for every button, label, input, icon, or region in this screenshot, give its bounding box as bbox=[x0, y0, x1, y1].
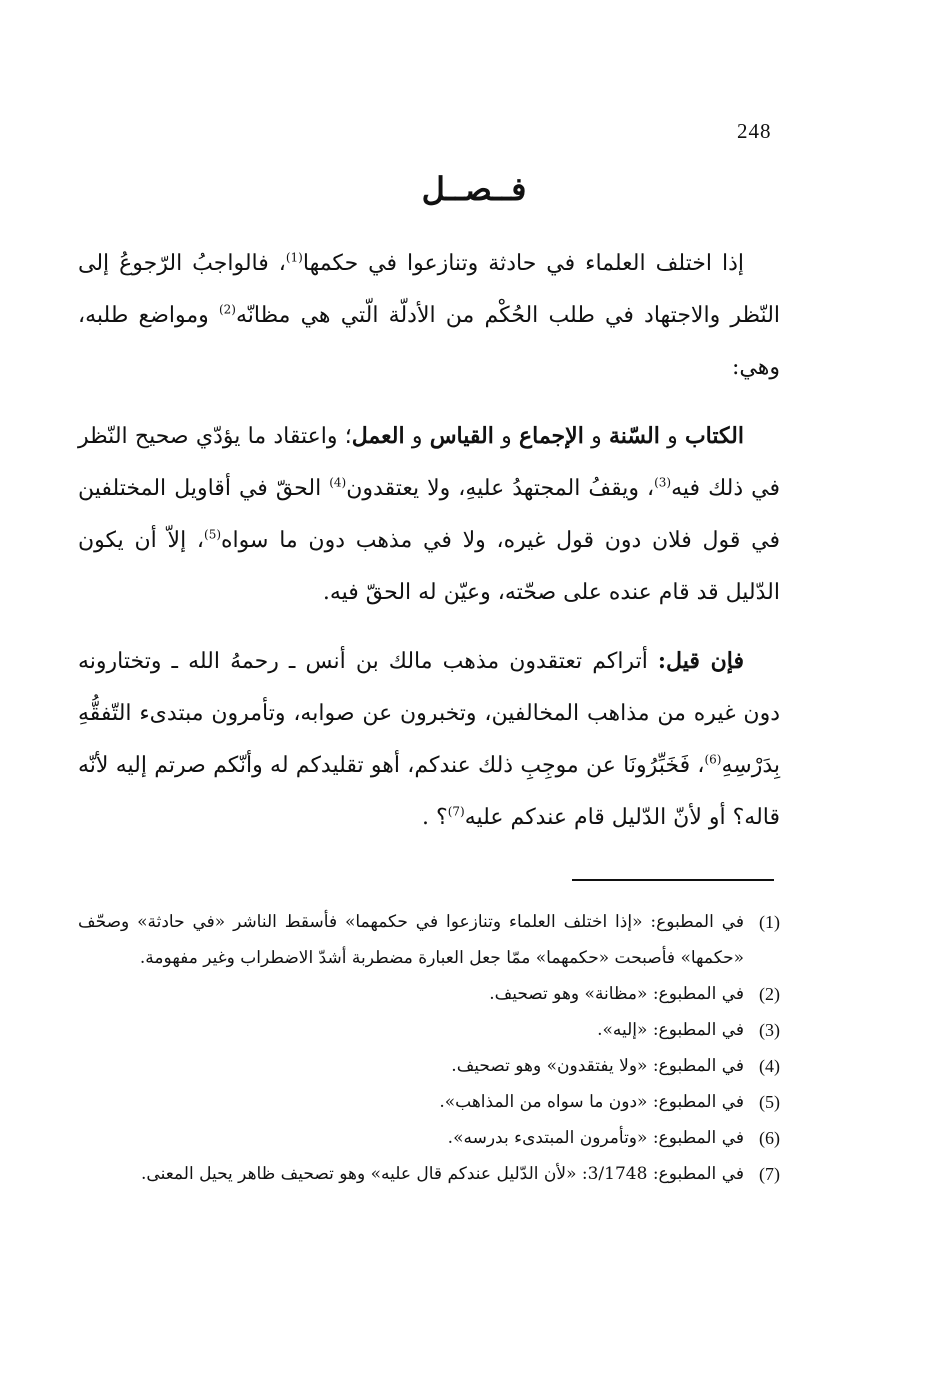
paragraph-3-text-c: ؟ . bbox=[422, 805, 448, 830]
footnotes bbox=[78, 904, 780, 1192]
conj-4: و bbox=[404, 424, 430, 449]
footnote-text: في المطبوع: «وتأمرون المبتدىء بدرسه». bbox=[447, 1128, 744, 1148]
paragraph-2-text-d: ، إلاّ أن يكون الدّليل قد قام عنده على صحّته، وعيّن له الحقّ فيه. bbox=[78, 528, 780, 605]
paragraph-2 bbox=[78, 410, 780, 619]
footnote-ref-1: (1) bbox=[285, 250, 303, 265]
footnote-7 bbox=[78, 1156, 780, 1192]
page-number: 248 bbox=[737, 119, 772, 143]
footnote-1 bbox=[78, 904, 780, 976]
footnote-number: (6) bbox=[759, 1128, 780, 1148]
footnote-ref-4: (4) bbox=[329, 475, 347, 490]
footnote-3 bbox=[78, 1012, 780, 1048]
paragraph-3-text-b: ، فَخَبِّرُونَا عن موجِبِ ذلك عندكم، أهو تقليدكم له وأنّكم صرتم إليه لأنّه قاله؟ أو لأنّ الدّليل قام عندكم عليه bbox=[78, 753, 780, 830]
footnote-number: (7) bbox=[759, 1164, 780, 1184]
footnote-number: (1) bbox=[759, 912, 780, 932]
footnote-text: في المطبوع: «إليه». bbox=[597, 1020, 744, 1040]
paragraph-2-text-c: الحقّ في أقاويل المختلفين في قول فلان دون قول غيره، ولا في مذهب دون ما سواه bbox=[78, 476, 780, 553]
footnote-number: (3) bbox=[759, 1020, 780, 1040]
footnote-ref-7: (7) bbox=[447, 804, 465, 819]
footnote-ref-3: (3) bbox=[654, 475, 672, 490]
footnote-ref-6: (6) bbox=[704, 752, 722, 767]
paragraph-2-text-b: ، ويقفُ المجتهدُ عليهِ، ولا يعتقدون bbox=[346, 476, 655, 501]
paragraph-3-text-a: أتراكم تعتقدون مذهب مالك بن أنس ـ رحمهُ الله ـ وتختارونه دون غيره من مذاهب المخالفين، وتخبرون عن صوابه، وتأمرون مبتدىء التّفقُّهِ بِدَرْسِهِ bbox=[78, 649, 780, 778]
paragraph-1-text-b: ، فالواجبُ الرّجوعُ إلى النّظر والاجتهاد في طلب الحُكْم من الأدلّة الّتي هي مظانّه bbox=[78, 251, 781, 328]
term-ijma: الإجماع bbox=[519, 423, 584, 449]
term-sunna: السّنة bbox=[608, 423, 660, 449]
paragraph-3 bbox=[78, 635, 780, 844]
footnote-text: في المطبوع: «مظانة» وهو تصحيف. bbox=[489, 984, 744, 1004]
footnote-text: في المطبوع: «إذا اختلف العلماء وتنازعوا في حكمهما» فأسقط الناشر «في حادثة» وصحّف «حكمها» فأصبحت «حكمهما» ممّا جعل العبارة مضطربة أشدّ الاضطراب وغير مفهومة. bbox=[78, 912, 744, 968]
footnote-separator bbox=[572, 879, 774, 881]
paragraph-2-text-a: ؛ واعتقاد ما يؤدّي صحيح النّظر في ذلك فيه bbox=[78, 424, 780, 501]
footnote-number: (4) bbox=[759, 1056, 780, 1076]
footnote-number: (5) bbox=[759, 1092, 780, 1112]
paragraph-1-text-c: ومواضع طلبه، وهي: bbox=[78, 303, 780, 380]
term-kitab: الكتاب bbox=[684, 423, 744, 449]
footnote-text: في المطبوع: 3/1748: «لأن الدّليل عندكم قال عليه» وهو تصحيف ظاهر يحيل المعنى. bbox=[141, 1164, 744, 1184]
footnote-number: (2) bbox=[759, 984, 780, 1004]
footnote-text: في المطبوع: «دون ما سواه من المذاهب». bbox=[439, 1092, 744, 1112]
term-qiyas: القياس bbox=[429, 423, 494, 449]
footnote-2 bbox=[78, 976, 780, 1012]
footnote-6 bbox=[78, 1120, 780, 1156]
footnote-text: في المطبوع: «ولا يفتقدون» وهو تصحيف. bbox=[451, 1056, 744, 1076]
section-heading-text: فــصــل bbox=[421, 170, 527, 208]
paragraph-1 bbox=[78, 238, 780, 394]
question-lead: فإن قيل: bbox=[657, 648, 744, 674]
footnote-4 bbox=[78, 1048, 780, 1084]
main-text bbox=[78, 238, 780, 860]
footnote-ref-5: (5) bbox=[204, 527, 222, 542]
conj-1: و bbox=[659, 424, 685, 449]
term-amal: العمل bbox=[351, 423, 405, 449]
section-heading bbox=[0, 170, 938, 208]
footnote-ref-2: (2) bbox=[218, 302, 236, 317]
conj-3: و bbox=[493, 424, 519, 449]
conj-2: و bbox=[583, 424, 609, 449]
footnote-5 bbox=[78, 1084, 780, 1120]
paragraph-1-text-a: إذا اختلف العلماء في حادثة وتنازعوا في حكمها bbox=[302, 251, 744, 276]
